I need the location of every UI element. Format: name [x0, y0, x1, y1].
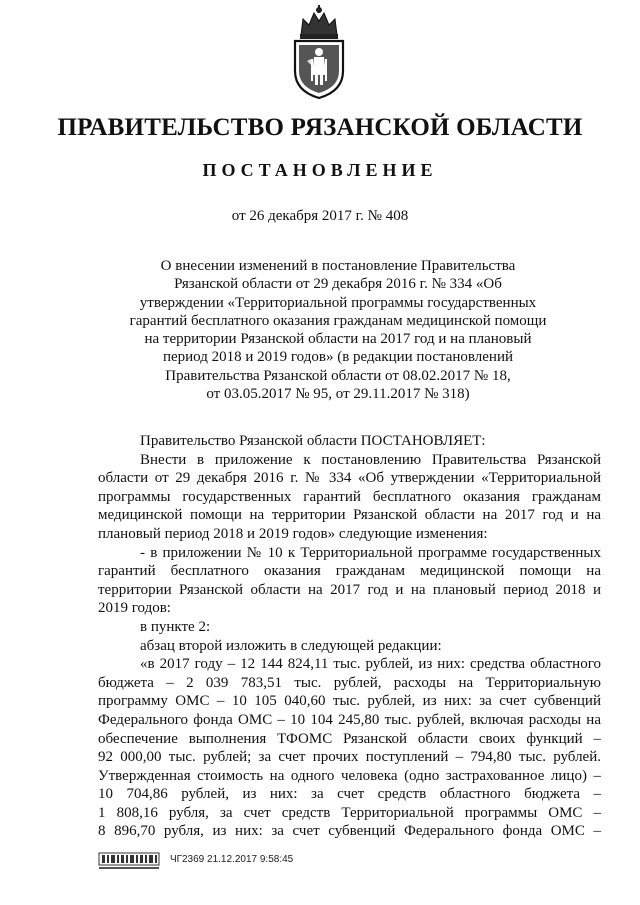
paragraph-line: программы государственных гарантий бесплатного оказания гражданам — [98, 488, 601, 505]
paragraph-line: Внести в приложение к постановлению Правительства Рязанской — [140, 451, 601, 468]
coat-of-arms-emblem — [287, 5, 351, 100]
subject-line: утверждении «Территориальной программы государственных — [139, 294, 537, 311]
document-footer — [98, 850, 398, 876]
registry-stamp-logo — [98, 850, 160, 872]
paragraph-line: обеспечение выполнения ТФОМС Рязанской области своих функций – — [98, 730, 601, 747]
subject-line: Правительства Рязанской области от 08.02.2017 № 18, — [165, 367, 511, 384]
paragraph-line: медицинской помощи на территории Рязанской области на 2017 год и на — [98, 507, 601, 524]
paragraph-line: 10 704,86 рублей, из них: за счет средств областного бюджета – — [98, 786, 601, 803]
paragraph-line: гарантий бесплатного оказания гражданам медицинской помощи на — [98, 563, 601, 580]
paragraph-line: области от 29 декабря 2016 г. № 334 «Об утверждении «Территориальной — [98, 470, 601, 487]
paragraph-line: территории Рязанской области на 2017 год и на плановый период 2018 и — [98, 581, 601, 598]
subject-line: Рязанской области от 29 декабря 2016 г. № 334 «Об — [174, 276, 502, 293]
paragraph-line: программу ОМС – 10 105 040,60 тыс. рублей, из них: за счет субвенций — [98, 693, 601, 710]
paragraph-line: в пункте 2: — [140, 618, 211, 635]
resolution-body — [98, 432, 601, 841]
paragraph-line: 8 896,70 рубля, из них: за счет субвенций Федерального фонда ОМС – — [98, 823, 601, 840]
footer-mark: ЧГ — [170, 854, 183, 865]
decree-line: Правительство Рязанской области ПОСТАНОВЛЯЕТ: — [140, 433, 486, 449]
footer-registration-id: 2369 21.12.2017 9:58:45 — [182, 854, 294, 865]
subject-line: на территории Рязанской области на 2017 год и на плановый — [144, 331, 532, 348]
paragraph-line: «в 2017 году – 12 144 824,11 тыс. рублей, из них: средства областного — [140, 656, 601, 673]
paragraph-line: 1 808,16 рубля, за счет средств Территориальной программы ОМС – — [98, 804, 601, 821]
subject-line: О внесении изменений в постановление Правительства — [160, 258, 516, 274]
document-date-number: от 26 декабря 2017 г. № 408 — [231, 208, 409, 224]
paragraph-line: Федерального фонда ОМС – 10 104 245,80 тыс. рублей, включая расходы на — [98, 711, 601, 728]
paragraph-line: абзац второй изложить в следующей редакции: — [140, 637, 442, 654]
document-type: ПОСТАНОВЛЕНИЕ — [202, 160, 438, 180]
paragraph-line: Утвержденная стоимость на одного человека (одно застрахованное лицо) – — [98, 767, 601, 784]
paragraph-line: 92 000,00 тыс. рублей; за счет прочих поступлений – 794,80 тыс. рублей. — [98, 749, 601, 766]
subject-line: гарантий бесплатного оказания гражданам медицинской помощи — [129, 312, 547, 329]
organization-title: ПРАВИТЕЛЬСТВО РЯЗАНСКОЙ ОБЛАСТИ — [57, 114, 583, 141]
paragraph-line: - в приложении № 10 к Территориальной программе государственных — [140, 544, 601, 561]
paragraph-line: бюджета – 2 039 783,51 тыс. рублей, расходы на Территориальную — [98, 674, 601, 691]
paragraph-line: плановый период 2018 и 2019 годов» следующие изменения: — [98, 525, 488, 542]
paragraph-line: 2019 годов: — [98, 600, 171, 617]
subject-line: период 2018 и 2019 годов» (в редакции постановлений — [162, 349, 514, 366]
subject-line: от 03.05.2017 № 95, от 29.11.2017 № 318) — [206, 386, 470, 403]
resolution-subject — [100, 257, 576, 403]
